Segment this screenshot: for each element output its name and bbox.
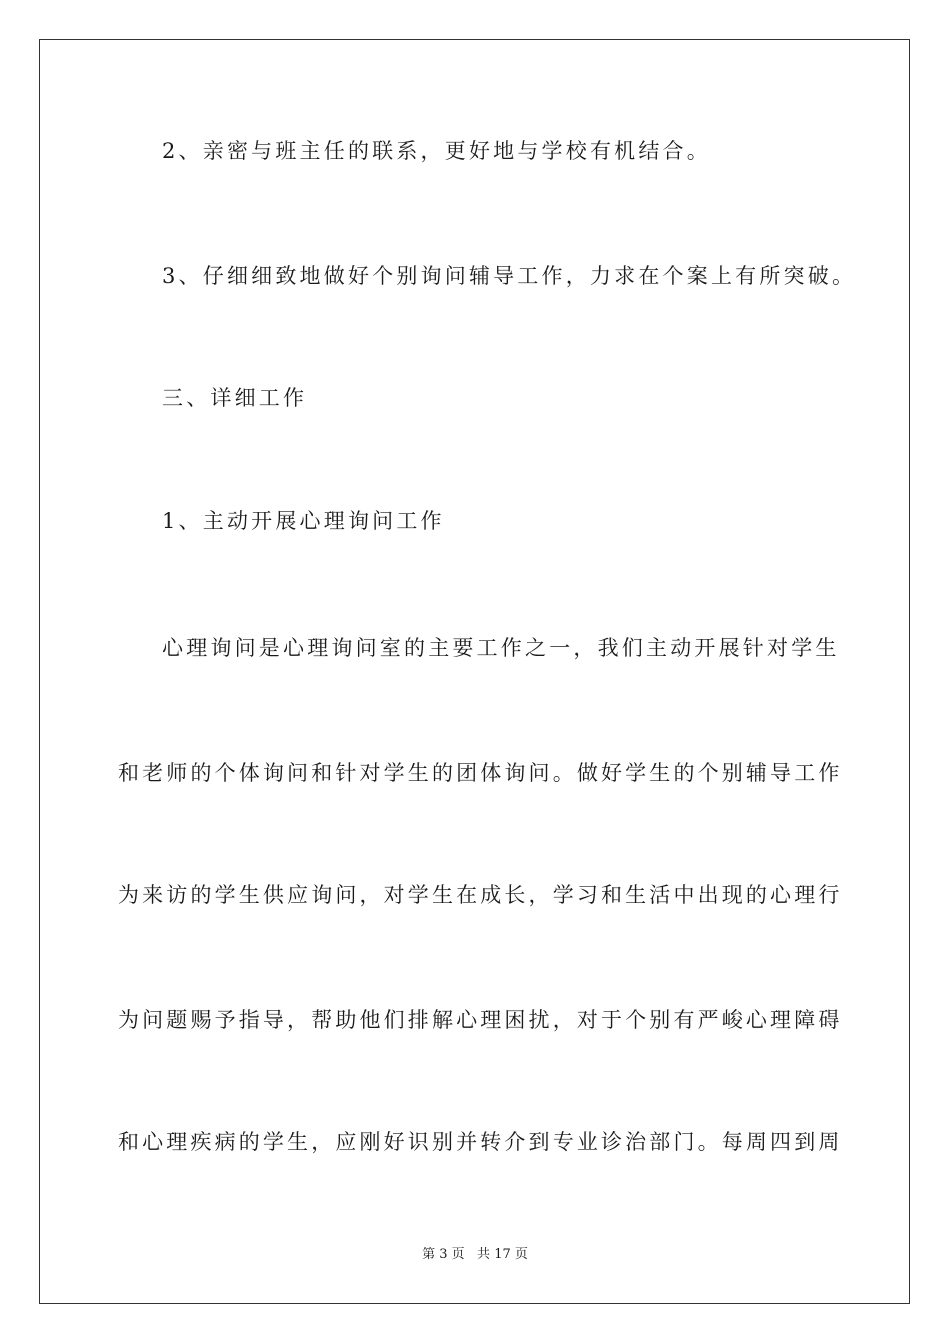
page-footer: 第 3 页 共 17 页 xyxy=(422,1247,528,1262)
section-heading: 三、详细工作 xyxy=(162,386,308,410)
body-line: 心理询问是心理询问室的主要工作之一，我们主动开展针对学生 xyxy=(162,636,840,660)
body-line: 和老师的个体询问和针对学生的团体询问。做好学生的个别辅导工作 xyxy=(118,761,843,785)
body-line: 为问题赐予指导，帮助他们排解心理困扰，对于个别有严峻心理障碍 xyxy=(118,1008,843,1032)
body-line: 和心理疾病的学生，应刚好识别并转介到专业诊治部门。每周四到周 xyxy=(118,1130,843,1154)
paragraph-goal-3: 3、仔细细致地做好个别询问辅导工作，力求在个案上有所突破。 xyxy=(162,264,857,288)
paragraph-goal-2: 2、亲密与班主任的联系，更好地与学校有机结合。 xyxy=(162,139,711,163)
subsection-heading: 1、主动开展心理询问工作 xyxy=(162,509,445,533)
body-line: 为来访的学生供应询问，对学生在成长，学习和生活中出现的心理行 xyxy=(118,883,843,907)
page-border xyxy=(39,39,910,1304)
